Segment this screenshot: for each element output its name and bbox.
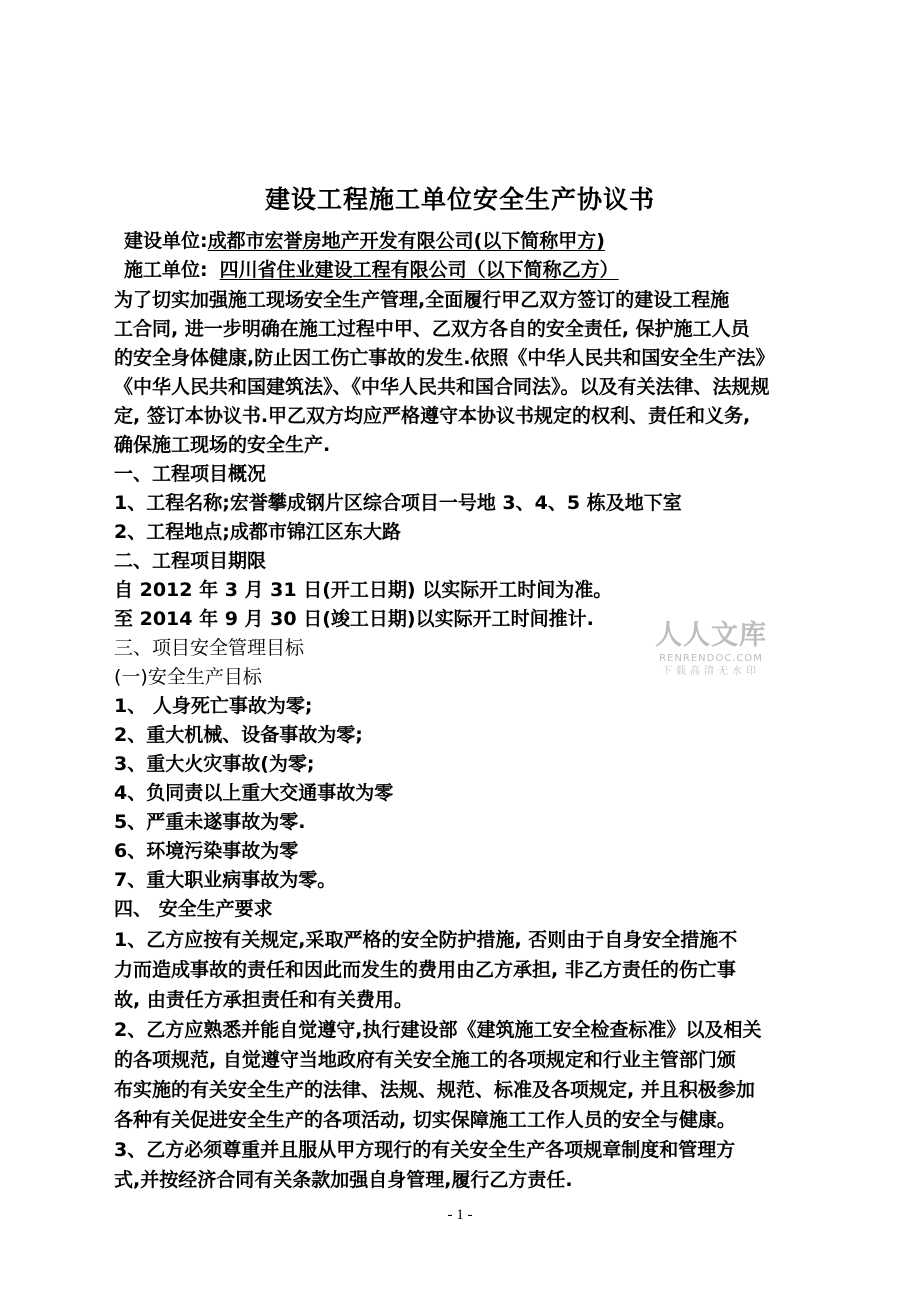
section-4-line: 1、乙方应按有关规定,采取严格的安全防护措施, 否则由于自身安全措施不 xyxy=(114,929,738,951)
intro-line: 确保施工现场的安全生产. xyxy=(114,434,331,456)
watermark-logo xyxy=(646,620,776,679)
section-4-line: 力而造成事故的责任和因此而发生的费用由乙方承担, 非乙方责任的伤亡事 xyxy=(114,959,736,981)
section-3-item: 4、负同责以上重大交通事故为零 xyxy=(114,782,394,804)
section-2-item: 自 2012 年 3 月 31 日(开工日期) 以实际开工时间为准。 xyxy=(114,579,613,601)
section-3-item: 2、重大机械、设备事故为零; xyxy=(114,724,363,746)
section-3-item: 3、重大火灾事故(为零; xyxy=(114,753,315,775)
watermark-cn: 人人文库 xyxy=(655,620,767,651)
section-1-item: 2、工程地点;成都市锦江区东大路 xyxy=(114,521,401,543)
section-4-line: 的各项规范, 自觉遵守当地政府有关安全施工的各项规定和行业主管部门颁 xyxy=(114,1049,736,1071)
section-2-heading: 二、工程项目期限 xyxy=(114,550,267,572)
party-b-label: 施工单位: xyxy=(124,259,208,281)
section-4-line: 3、乙方必须尊重并且服从甲方现行的有关安全生产各项规章制度和管理方 xyxy=(114,1139,736,1161)
section-2-item: 至 2014 年 9 月 30 日(竣工日期)以实际开工时间推计. xyxy=(114,608,594,630)
section-3-item: 5、严重未遂事故为零. xyxy=(114,811,306,833)
section-4-heading: 四、 安全生产要求 xyxy=(114,898,273,920)
intro-line: 定, 签订本协议书.甲乙双方均应严格遵守本协议书规定的权利、责任和义务, xyxy=(114,405,751,427)
section-4-line: 2、乙方应熟悉并能自觉遵守,执行建设部《建筑施工安全检查标准》以及相关 xyxy=(114,1019,762,1041)
section-1-item: 1、工程名称;宏誉攀成钢片区综合项目一号地 3、4、5 栋及地下室 xyxy=(114,492,682,514)
section-3-subheading: (一)安全生产目标 xyxy=(114,666,262,688)
party-a-value: 成都市宏誉房地产开发有限公司(以下简称甲方) xyxy=(207,230,605,252)
watermark-en: RENRENDOC.COM xyxy=(659,653,763,664)
section-3-item: 6、环境污染事故为零 xyxy=(114,840,299,862)
watermark-sub: 下载高清无水印 xyxy=(662,666,760,677)
section-4-line: 故, 由责任方承担责任和有关费用。 xyxy=(114,989,413,1011)
section-3-heading: 三、项目安全管理目标 xyxy=(114,637,305,659)
intro-line: 工合同, 进一步明确在施工过程中甲、乙双方各自的安全责任, 保护施工人员 xyxy=(114,318,750,340)
intro-line: 的安全身体健康,防止因工伤亡事故的发生.依照《中华人民共和国安全生产法》 xyxy=(114,347,775,369)
party-b-line xyxy=(124,257,619,283)
intro-line: 为了切实加强施工现场安全生产管理,全面履行甲乙双方签订的建设工程施 xyxy=(114,289,730,311)
section-4-line: 各种有关促进安全生产的各项活动, 切实保障施工工作人员的安全与健康。 xyxy=(114,1109,736,1131)
document-title: 建设工程施工单位安全生产协议书 xyxy=(264,185,655,214)
party-b-value: 四川省住业建设工程有限公司（以下简称乙方） xyxy=(219,259,619,281)
section-3-item: 7、重大职业病事故为零。 xyxy=(114,869,337,891)
party-a-line xyxy=(124,228,605,254)
intro-line: 《中华人民共和国建筑法》、《中华人民共和国合同法》。以及有关法律、法规规 xyxy=(114,376,770,398)
party-a-label: 建设单位: xyxy=(124,230,208,252)
section-1-heading: 一、工程项目概况 xyxy=(114,463,267,485)
section-4-line: 式,并按经济合同有关条款加强自身管理,履行乙方责任. xyxy=(114,1169,573,1191)
page-number: - 1 - xyxy=(447,1207,473,1223)
section-4-line: 布实施的有关安全生产的法律、法规、规范、标准及各项规定, 并且积极参加 xyxy=(114,1079,755,1101)
section-3-item: 1、 人身死亡事故为零; xyxy=(114,695,313,717)
